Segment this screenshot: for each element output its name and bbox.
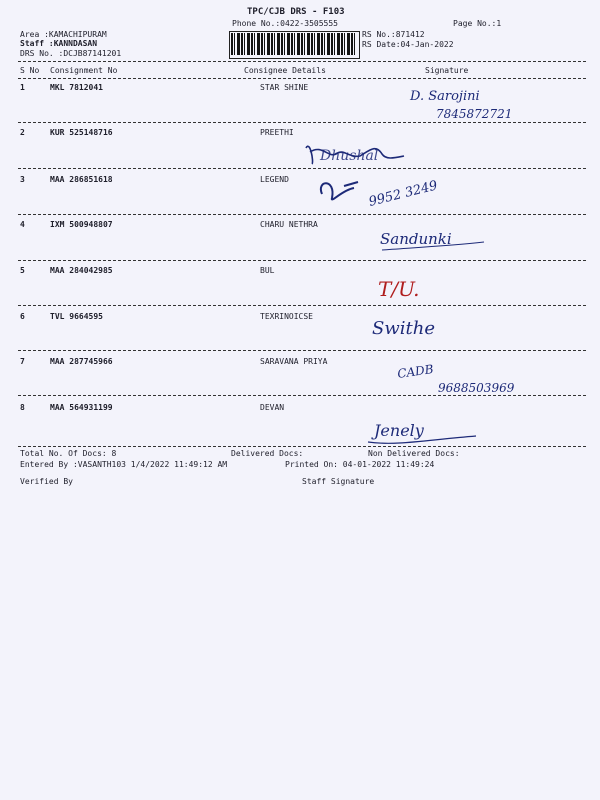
row-consignee: LEGEND: [260, 175, 289, 184]
sig-7-number: 9688503969: [438, 381, 515, 395]
row-sno: 8: [20, 403, 25, 412]
row-consignment: MAA 284042985: [50, 266, 113, 275]
footer-divider: [18, 446, 586, 447]
row-divider: [18, 260, 586, 261]
col-sno: S No: [20, 66, 40, 75]
col-consignment: Consignment No: [50, 66, 118, 75]
rs-number: RS No.:871412: [362, 30, 425, 39]
row-consignment: KUR 525148716: [50, 128, 113, 137]
sig-8-text: Jenely: [374, 421, 424, 440]
phone-number: Phone No.:0422-3505555: [232, 19, 338, 28]
row-consignee: BUL: [260, 266, 275, 275]
signature-3: [314, 170, 484, 214]
row-divider: [18, 122, 586, 123]
drs-number: DRS No. :DCJB87141201: [20, 49, 122, 58]
signature-7: [396, 360, 546, 400]
staff-signature: Staff Signature: [302, 477, 375, 486]
row-consignee: TEXRINOICSE: [260, 312, 313, 321]
page-number: Page No.:1: [453, 19, 502, 28]
sig-6-text: Swithe: [372, 318, 435, 339]
sig-3-number: 9952 3249: [367, 178, 440, 210]
row-consignee: DEVAN: [260, 403, 285, 412]
signature-5: [376, 270, 476, 310]
sig-2-text: Dhushal: [320, 148, 379, 164]
entered-by: Entered By :VASANTH103 1/4/2022 11:49:12 AM: [20, 460, 228, 469]
row-sno: 7: [20, 357, 25, 366]
verified-by: Verified By: [20, 477, 73, 486]
document-title: TPC/CJB DRS - F103: [247, 7, 345, 17]
row-sno: 3: [20, 175, 25, 184]
signature-4: [378, 222, 498, 256]
signature-1: [408, 86, 558, 122]
printed-on: Printed On: 04-01-2022 11:49:24: [285, 460, 435, 469]
total-docs: Total No. Of Docs: 8: [20, 449, 117, 458]
row-consignment: MKL 7812041: [50, 83, 103, 92]
signature-6: [370, 310, 500, 346]
row-divider: [18, 350, 586, 351]
row-divider: [18, 305, 586, 306]
row-sno: 4: [20, 220, 25, 229]
divider: [18, 78, 586, 79]
row-consignment: TVL 9664595: [50, 312, 103, 321]
row-sno: 5: [20, 266, 25, 275]
row-consignee: PREETHI: [260, 128, 294, 137]
col-signature: Signature: [425, 66, 469, 75]
row-consignment: MAA 287745966: [50, 357, 113, 366]
row-sno: 6: [20, 312, 25, 321]
sig-7-text: CADB: [396, 362, 435, 381]
rs-date: RS Date:04-Jan-2022: [362, 40, 454, 49]
sig-1-number: 7845872721: [436, 107, 513, 121]
divider: [18, 61, 586, 62]
row-consignee: CHARU NETHRA: [260, 220, 318, 229]
sig-4-text: Sandunki: [380, 230, 452, 248]
sig-5-text: T/U.: [378, 277, 420, 301]
row-consignment: MAA 564931199: [50, 403, 113, 412]
row-sno: 2: [20, 128, 25, 137]
col-consignee: Consignee Details: [244, 66, 326, 75]
staff: Staff :KANNDASAN: [20, 39, 98, 48]
signature-2: [300, 136, 430, 170]
row-consignment: IXM 500948807: [50, 220, 113, 229]
area: Area :KAMACHIPURAM: [20, 30, 107, 39]
non-delivered-docs: Non Delivered Docs:: [368, 449, 460, 458]
sig-1-text: D. Sarojini: [410, 89, 480, 104]
row-consignee: STAR SHINE: [260, 83, 309, 92]
barcode: [231, 33, 356, 55]
row-sno: 1: [20, 83, 25, 92]
row-consignment: MAA 286851618: [50, 175, 113, 184]
signature-8: [366, 416, 496, 450]
row-consignee: SARAVANA PRIYA: [260, 357, 328, 366]
row-divider: [18, 214, 586, 215]
delivered-docs: Delivered Docs:: [231, 449, 304, 458]
